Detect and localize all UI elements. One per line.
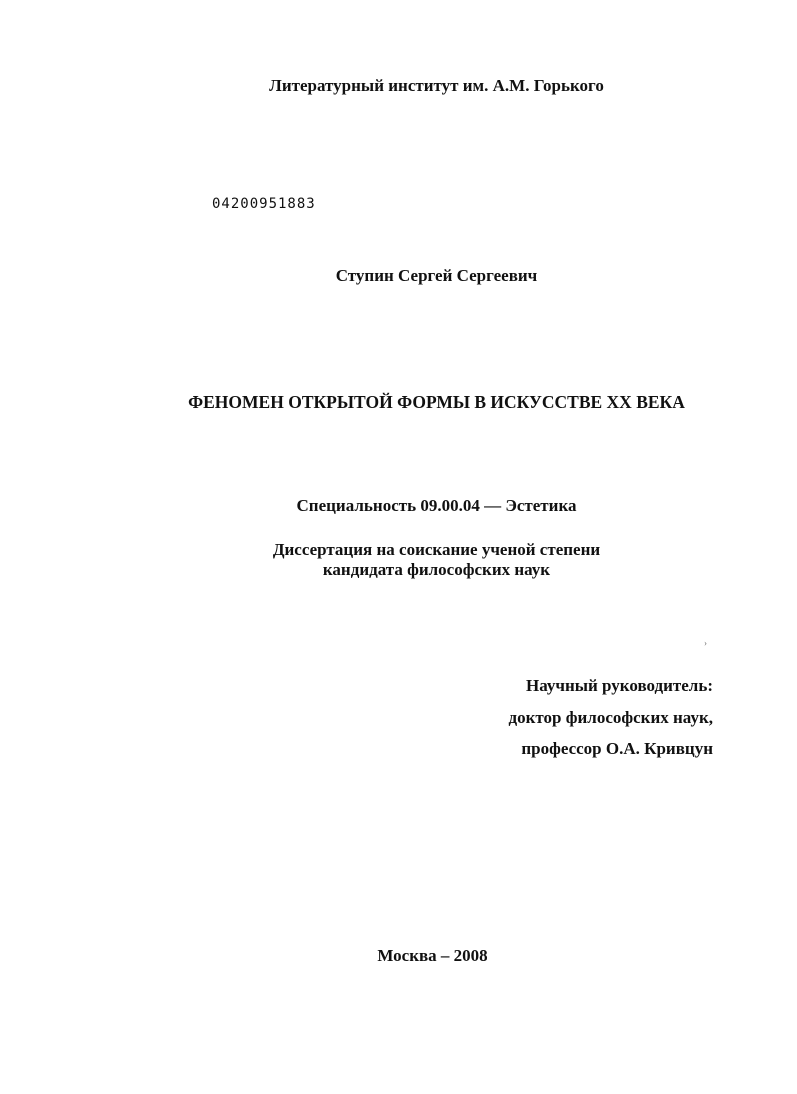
supervisor-degree: доктор философских наук,	[508, 708, 713, 727]
dissertation-degree-line-1: Диссертация на соискание ученой степени	[272, 540, 601, 559]
catalog-code: 04200951883	[212, 196, 316, 212]
author-name: Ступин Сергей Сергеевич	[335, 266, 538, 285]
city-year: Москва – 2008	[377, 946, 488, 965]
stray-mark: ›	[704, 638, 707, 648]
supervisor-name: профессор О.А. Кривцун	[521, 739, 713, 758]
specialty: Специальность 09.00.04 — Эстетика	[296, 496, 577, 515]
institute-name: Литературный институт им. А.М. Горького	[269, 76, 604, 95]
dissertation-title: ФЕНОМЕН ОТКРЫТОЙ ФОРМЫ В ИСКУССТВЕ XX ВЕКА	[188, 392, 685, 412]
supervisor-label: Научный руководитель:	[526, 676, 713, 695]
dissertation-degree-line-2: кандидата философских наук	[322, 560, 551, 579]
